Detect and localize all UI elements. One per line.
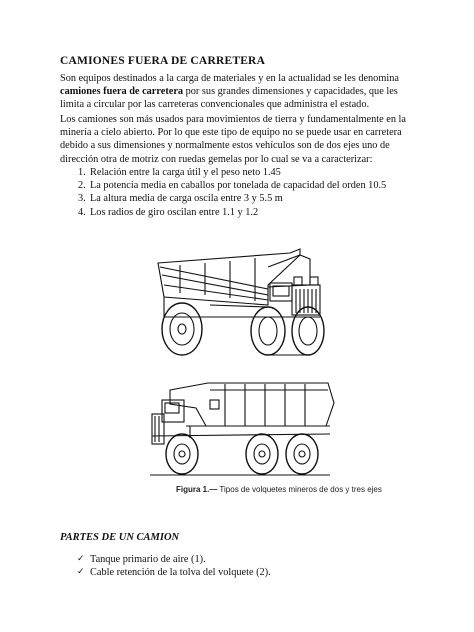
list-number: 4. [78,206,86,218]
list-text: Relación entre la carga útil y el peso neto 1.45 [90,167,281,178]
parts-list [60,553,420,579]
intro-text-c: por sus grandes dimensiones y capacidades, que les limita a circular por las carreteras convencionales que administra el estado. [60,86,398,111]
list-item [60,553,420,566]
list-item [60,179,420,192]
list-number: 3. [78,193,86,205]
list-number: 1. [78,167,86,178]
document-title: CAMIONES FUERA DE CARRETERA [60,55,266,67]
caption-label: Figura 1.— [176,485,218,494]
characteristics-list [60,166,420,219]
list-text: Los radios de giro oscilan entre 1.1 y 1.2 [90,206,259,218]
two-axle-truck-illustration [150,245,330,360]
checkmark-icon: ✓ [77,567,85,578]
intro-paragraph [60,72,420,112]
list-item [60,166,420,179]
list-text: La altura media de carga oscila entre 3 y 5.5 m [90,193,283,205]
list-text: La potencia media en caballos por tonelada de capacidad del orden 10.5 [90,180,387,192]
list-text: Cable retención de la tolva del volquete (2). [90,567,271,579]
list-item [60,206,420,219]
list-number: 2. [78,180,86,192]
intro-text-bold: camiones fuera de carretera [60,86,184,98]
section-title: PARTES DE UN CAMION [60,532,180,543]
list-item [60,192,420,205]
caption-text: Tipos de volquetes mineros de dos y tres ejes [217,485,382,494]
three-axle-truck-illustration [150,378,335,478]
intro-text-a: Son equipos destinados a la carga de materiales y en la actualidad se les denomina [60,73,399,84]
usage-paragraph: Los camiones son más usados para movimientos de tierra y fundamentalmente en la minería a cielo abierto. Por lo que este tipo de equipo no se puede usar en carretera debido a sus dimensiones y normalmente estos vehículos son de dos ejes uno de dirección otra de motriz con ruedas gemelas por lo cual se va a caracterizar: [60,114,406,165]
list-item [60,566,420,579]
figure-caption [176,485,382,494]
checkmark-icon: ✓ [77,554,85,564]
list-text: Tanque primario de aire (1). [90,554,206,565]
